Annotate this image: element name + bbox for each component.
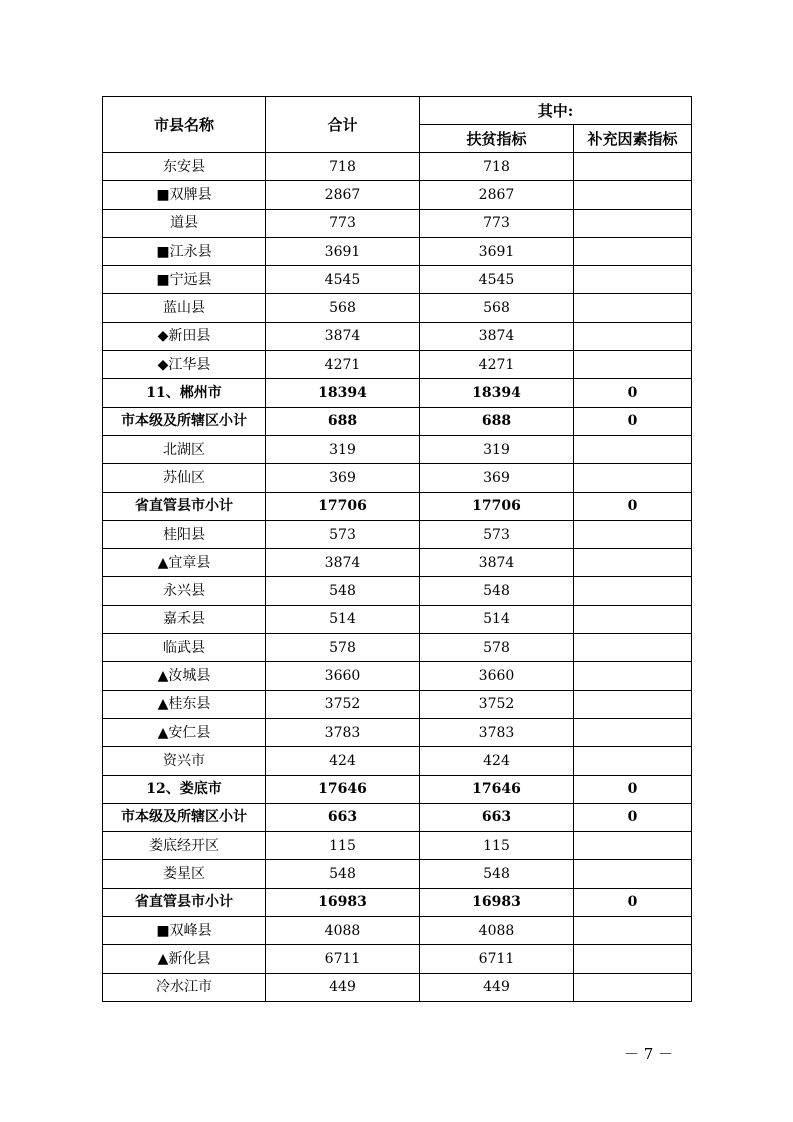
cell-extra: 0: [574, 888, 692, 916]
cell-name: ▲安仁县: [103, 718, 266, 746]
cell-name: 11、郴州市: [103, 379, 266, 407]
table-row: [103, 832, 692, 860]
table-row: [103, 181, 692, 209]
table-row: [103, 435, 692, 463]
cell-total: 568: [266, 294, 420, 322]
cell-poverty: 4088: [420, 917, 574, 945]
cell-poverty: 369: [420, 464, 574, 492]
cell-extra: [574, 917, 692, 945]
cell-total: 449: [266, 973, 420, 1001]
table-row: [103, 153, 692, 181]
cell-extra: [574, 634, 692, 662]
table-row: [103, 549, 692, 577]
cell-total: 3691: [266, 237, 420, 265]
cell-total: 3752: [266, 690, 420, 718]
cell-extra: [574, 435, 692, 463]
cell-poverty: 17706: [420, 492, 574, 520]
cell-poverty: 16983: [420, 888, 574, 916]
header-total: 合计: [266, 97, 420, 153]
cell-name: ■双牌县: [103, 181, 266, 209]
cell-total: 18394: [266, 379, 420, 407]
cell-name: ▲桂东县: [103, 690, 266, 718]
cell-extra: [574, 266, 692, 294]
cell-total: 3874: [266, 322, 420, 350]
cell-name: 东安县: [103, 153, 266, 181]
cell-name: ◆江华县: [103, 351, 266, 379]
cell-name: 冷水江市: [103, 973, 266, 1001]
cell-name: 12、娄底市: [103, 775, 266, 803]
cell-name: 桂阳县: [103, 520, 266, 548]
cell-total: 578: [266, 634, 420, 662]
cell-total: 424: [266, 747, 420, 775]
cell-total: 17646: [266, 775, 420, 803]
cell-poverty: 4545: [420, 266, 574, 294]
cell-extra: [574, 662, 692, 690]
table-row: [103, 209, 692, 237]
cell-name: ▲宜章县: [103, 549, 266, 577]
cell-poverty: 3874: [420, 549, 574, 577]
cell-name: ▲新化县: [103, 945, 266, 973]
cell-poverty: 514: [420, 605, 574, 633]
cell-name: 市本级及所辖区小计: [103, 803, 266, 831]
table-row: [103, 860, 692, 888]
cell-total: 4271: [266, 351, 420, 379]
cell-name: 北湖区: [103, 435, 266, 463]
cell-poverty: 548: [420, 577, 574, 605]
cell-extra: [574, 464, 692, 492]
cell-total: 4088: [266, 917, 420, 945]
cell-name: ◆新田县: [103, 322, 266, 350]
cell-total: 548: [266, 577, 420, 605]
cell-extra: [574, 605, 692, 633]
cell-poverty: 17646: [420, 775, 574, 803]
cell-name: 省直管县市小计: [103, 888, 266, 916]
table-row: [103, 294, 692, 322]
cell-extra: 0: [574, 775, 692, 803]
table-row: [103, 945, 692, 973]
cell-poverty: 3783: [420, 718, 574, 746]
cell-name: 娄底经开区: [103, 832, 266, 860]
cell-total: 514: [266, 605, 420, 633]
cell-poverty: 3874: [420, 322, 574, 350]
table-row: [103, 634, 692, 662]
cell-poverty: 449: [420, 973, 574, 1001]
table-row: [103, 973, 692, 1001]
table-row: [103, 520, 692, 548]
cell-name: 市本级及所辖区小计: [103, 407, 266, 435]
cell-total: 4545: [266, 266, 420, 294]
cell-poverty: 663: [420, 803, 574, 831]
cell-poverty: 3752: [420, 690, 574, 718]
cell-poverty: 319: [420, 435, 574, 463]
cell-extra: [574, 860, 692, 888]
cell-extra: [574, 690, 692, 718]
cell-extra: [574, 209, 692, 237]
cell-total: 369: [266, 464, 420, 492]
cell-extra: [574, 832, 692, 860]
cell-name: 娄星区: [103, 860, 266, 888]
cell-extra: [574, 549, 692, 577]
cell-name: 蓝山县: [103, 294, 266, 322]
cell-extra: [574, 973, 692, 1001]
table-row: [103, 718, 692, 746]
cell-poverty: 718: [420, 153, 574, 181]
cell-poverty: 688: [420, 407, 574, 435]
table-row: [103, 379, 692, 407]
table-row: [103, 690, 692, 718]
cell-extra: [574, 153, 692, 181]
cell-total: 718: [266, 153, 420, 181]
cell-name: 省直管县市小计: [103, 492, 266, 520]
header-extra: 补充因素指标: [574, 125, 692, 153]
table-row: [103, 351, 692, 379]
cell-name: 临武县: [103, 634, 266, 662]
cell-poverty: 573: [420, 520, 574, 548]
cell-name: 道县: [103, 209, 266, 237]
cell-total: 319: [266, 435, 420, 463]
cell-extra: [574, 237, 692, 265]
cell-poverty: 6711: [420, 945, 574, 973]
cell-total: 115: [266, 832, 420, 860]
cell-total: 17706: [266, 492, 420, 520]
page-number: － 7 －: [624, 1045, 674, 1063]
cell-total: 688: [266, 407, 420, 435]
cell-poverty: 115: [420, 832, 574, 860]
header-name: 市县名称: [103, 97, 266, 153]
cell-extra: 0: [574, 492, 692, 520]
cell-extra: [574, 520, 692, 548]
header-group: 其中:: [420, 97, 692, 125]
cell-poverty: 3691: [420, 237, 574, 265]
cell-extra: 0: [574, 407, 692, 435]
table-row: [103, 464, 692, 492]
cell-extra: [574, 718, 692, 746]
table-row: [103, 322, 692, 350]
cell-total: 3874: [266, 549, 420, 577]
cell-extra: [574, 181, 692, 209]
header-poverty: 扶贫指标: [420, 125, 574, 153]
cell-total: 16983: [266, 888, 420, 916]
cell-name: ■双峰县: [103, 917, 266, 945]
cell-name: ■宁远县: [103, 266, 266, 294]
cell-poverty: 568: [420, 294, 574, 322]
cell-extra: [574, 945, 692, 973]
cell-total: 663: [266, 803, 420, 831]
table-row: [103, 605, 692, 633]
table-row: [103, 492, 692, 520]
cell-poverty: 578: [420, 634, 574, 662]
cell-poverty: 773: [420, 209, 574, 237]
cell-extra: [574, 577, 692, 605]
cell-poverty: 18394: [420, 379, 574, 407]
cell-total: 548: [266, 860, 420, 888]
cell-extra: [574, 351, 692, 379]
table-body: [103, 153, 692, 1002]
cell-name: ■江永县: [103, 237, 266, 265]
table-row: [103, 747, 692, 775]
table-row: [103, 917, 692, 945]
cell-extra: [574, 322, 692, 350]
table-row: [103, 407, 692, 435]
cell-extra: [574, 747, 692, 775]
table-row: [103, 775, 692, 803]
cell-total: 573: [266, 520, 420, 548]
cell-name: ▲汝城县: [103, 662, 266, 690]
cell-poverty: 3660: [420, 662, 574, 690]
cell-total: 2867: [266, 181, 420, 209]
cell-extra: 0: [574, 379, 692, 407]
allocation-table: [102, 96, 692, 1002]
table-row: [103, 662, 692, 690]
cell-total: 773: [266, 209, 420, 237]
cell-total: 6711: [266, 945, 420, 973]
cell-poverty: 424: [420, 747, 574, 775]
table-row: [103, 237, 692, 265]
cell-total: 3783: [266, 718, 420, 746]
table-row: [103, 888, 692, 916]
cell-name: 嘉禾县: [103, 605, 266, 633]
cell-poverty: 4271: [420, 351, 574, 379]
cell-total: 3660: [266, 662, 420, 690]
table-row: [103, 266, 692, 294]
cell-name: 苏仙区: [103, 464, 266, 492]
cell-name: 资兴市: [103, 747, 266, 775]
cell-poverty: 2867: [420, 181, 574, 209]
cell-poverty: 548: [420, 860, 574, 888]
cell-extra: 0: [574, 803, 692, 831]
table-row: [103, 577, 692, 605]
cell-name: 永兴县: [103, 577, 266, 605]
cell-extra: [574, 294, 692, 322]
table-row: [103, 803, 692, 831]
